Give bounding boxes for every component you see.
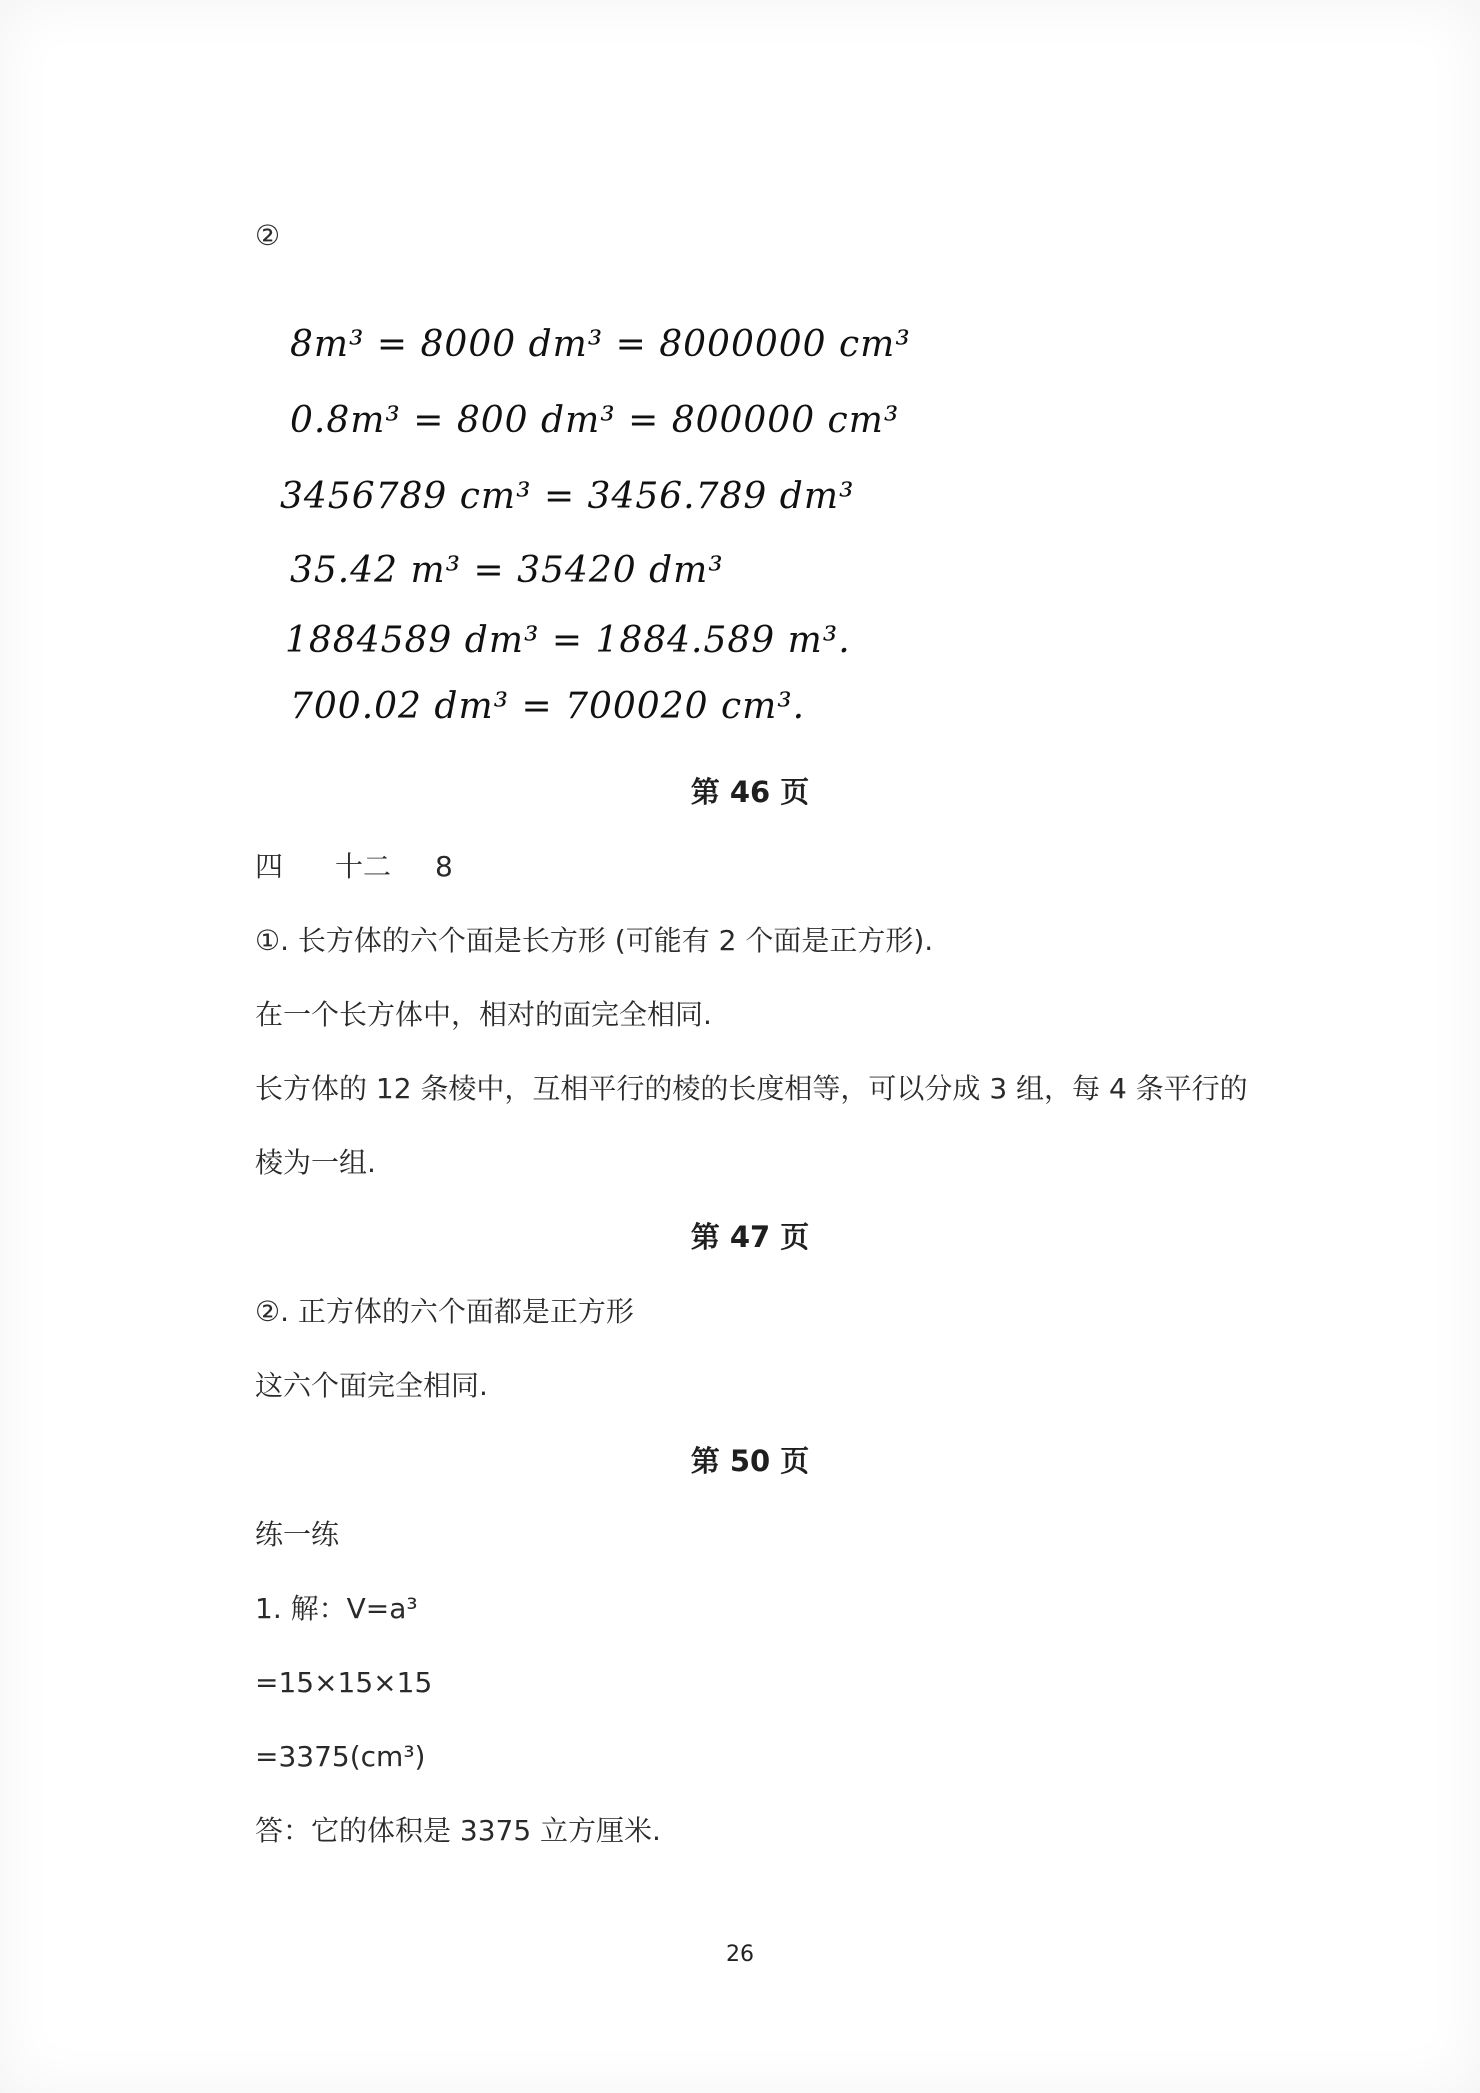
paragraph: 棱为一组. [255, 1146, 376, 1179]
solution-line: =3375(cm³) [255, 1740, 426, 1773]
answer-1: 四 [255, 850, 284, 883]
page-50-heading: 第 50 页 [690, 1444, 810, 1478]
part-2-marker: ② [255, 219, 281, 252]
solution-line: 1. 解：V=a³ [255, 1592, 418, 1625]
answer-line: 答：它的体积是 3375 立方厘米. [255, 1814, 661, 1847]
paragraph: ②. 正方体的六个面都是正方形 [255, 1295, 634, 1328]
conversion-line: 1884589 dm³ = 1884.589 m³. [285, 620, 851, 661]
paragraph: 长方体的 12 条棱中，互相平行的棱的长度相等，可以分成 3 组，每 4 条平行的 [255, 1072, 1248, 1105]
page-47-heading: 第 47 页 [690, 1220, 810, 1254]
conversion-line: 8m³ = 8000 dm³ = 8000000 cm³ [290, 324, 911, 365]
page-46-heading: 第 46 页 [690, 775, 810, 809]
paragraph: 在一个长方体中，相对的面完全相同. [255, 998, 712, 1031]
solution-line: =15×15×15 [255, 1666, 433, 1699]
paragraph: ①. 长方体的六个面是长方形 (可能有 2 个面是正方形). [255, 924, 934, 957]
conversion-line: 35.42 m³ = 35420 dm³ [290, 550, 724, 591]
conversion-line: 3456789 cm³ = 3456.789 dm³ [280, 476, 855, 517]
answer-3: 8 [435, 850, 453, 883]
conversion-line: 0.8m³ = 800 dm³ = 800000 cm³ [290, 400, 900, 441]
fill-blank-answers [255, 849, 453, 885]
conversion-line: 700.02 dm³ = 700020 cm³. [290, 686, 806, 727]
answer-2: 十二 [335, 850, 392, 883]
exercise-title: 练一练 [255, 1518, 340, 1551]
paragraph: 这六个面完全相同. [255, 1369, 488, 1402]
page-number: 26 [726, 1942, 754, 1967]
